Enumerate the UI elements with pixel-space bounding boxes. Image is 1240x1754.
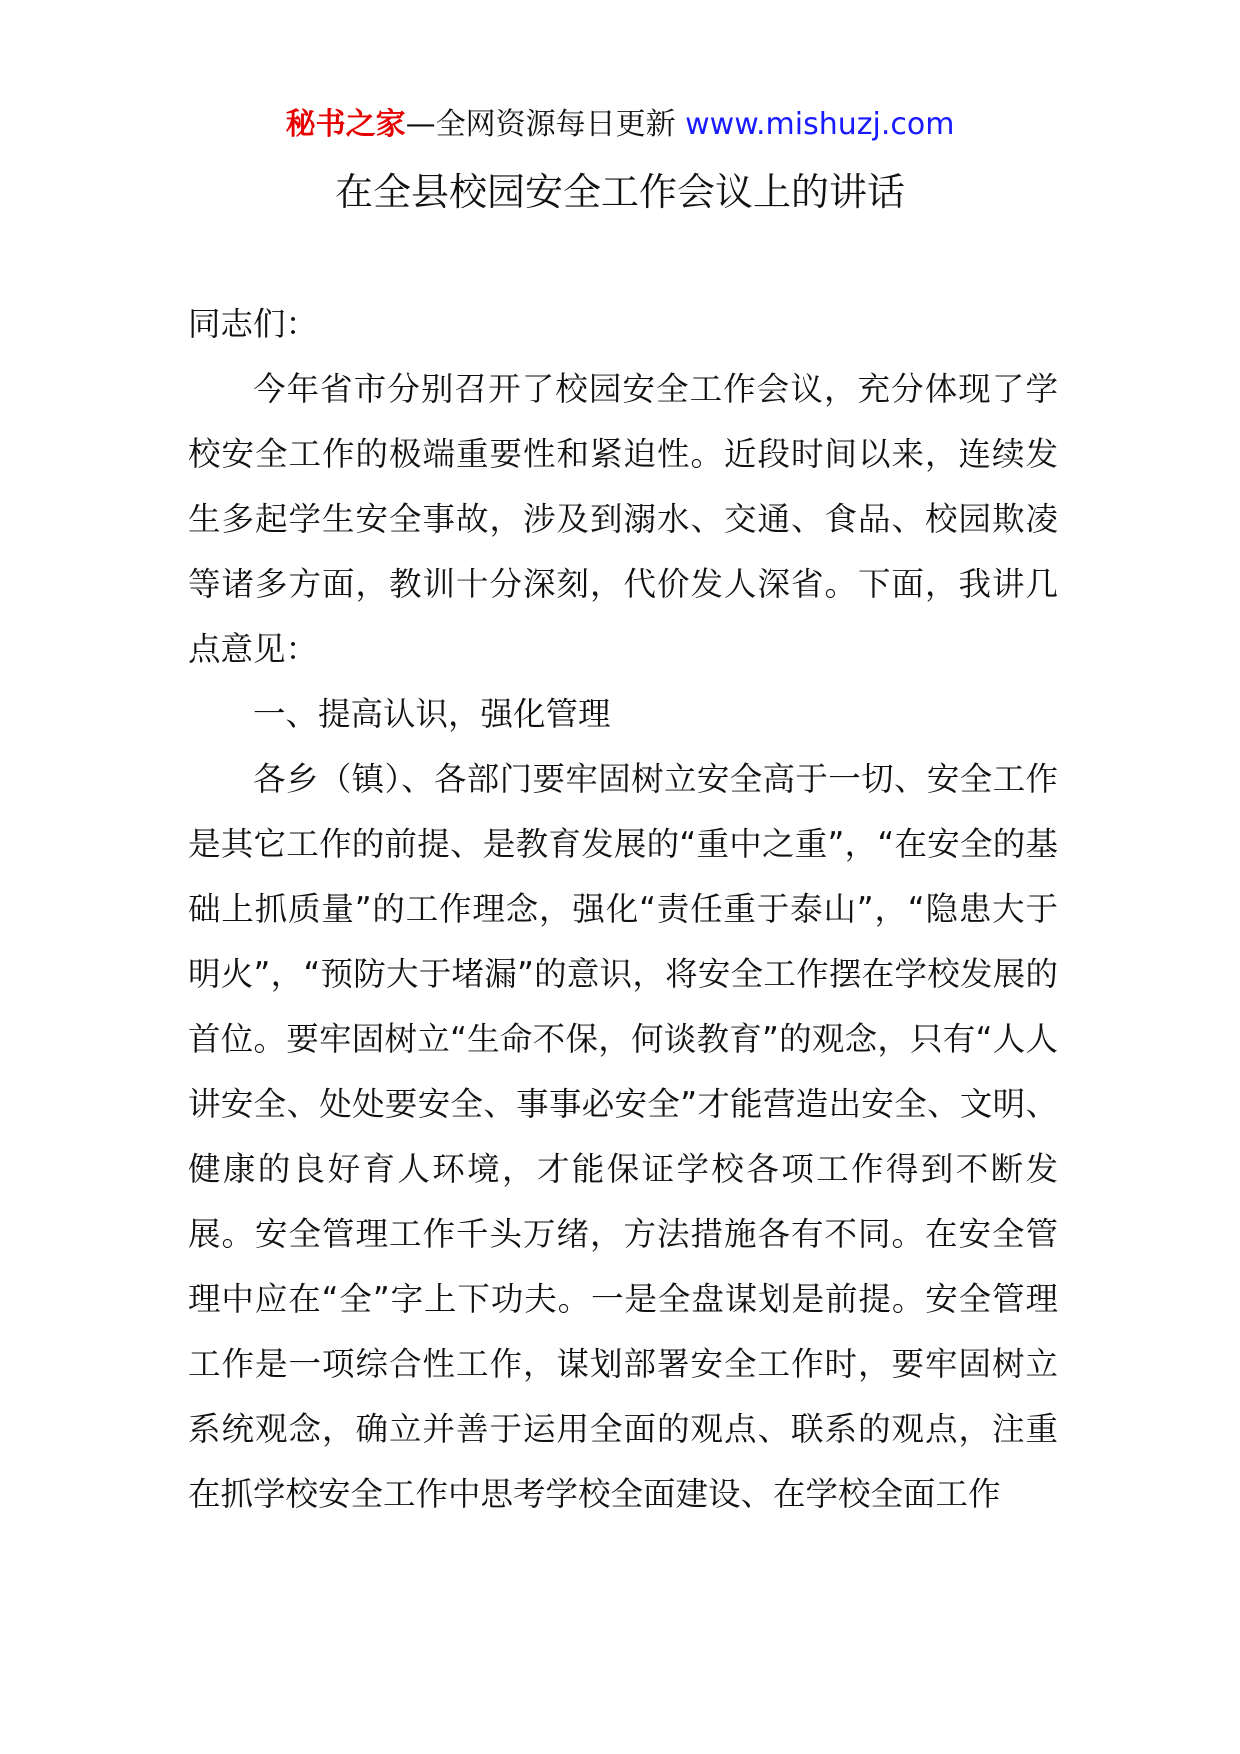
header-tagline: —全网资源每日更新: [405, 107, 686, 142]
body-paragraph: 今年省市分别召开了校园安全工作会议，充分体现了学校安全工作的极端重要性和紧迫性。近段时间以来，连续发生多起学生安全事故，涉及到溺水、交通、食品、校园欺凌等诸多方面，教训十分深刻，代价发人深省。下面，我讲几点意见：: [188, 370, 1058, 668]
brand-name: 秘书之家: [285, 107, 406, 142]
site-url-link[interactable]: www.mishuzj.com: [685, 107, 955, 142]
site-header-banner: [0, 98, 1240, 152]
body-paragraph: 各乡（镇）、各部门要牢固树立安全高于一切、安全工作是其它工作的前提、是教育发展的“重中之重”，“在安全的基础上抓质量”的工作理念，强化“责任重于泰山”，“隐患大于明火”，“预防大于堵漏”的意识，将安全工作摆在学校发展的首位。要牢固树立“生命不保，何谈教育”的观念，只有“人人讲安全、处处要安全、事事必安全”才能营造出安全、文明、健康的良好育人环境，才能保证学校各项工作得到不断发展。安全管理工作千头万绪，方法措施各有不同。在安全管理中应在“全”字上下功夫。一是全盘谋划是前提。安全管理工作是一项综合性工作，谋划部署安全工作时，要牢固树立系统观念，确立并善于运用全面的观点、联系的观点，注重在抓学校安全工作中思考学校全面建设、在学校全面工作: [188, 760, 1058, 1513]
salutation: 同志们：: [188, 305, 319, 343]
section-heading: 一、提高认识，强化管理: [253, 695, 611, 733]
document-body: [188, 292, 1058, 1527]
document-title: 在全县校园安全工作会议上的讲话: [334, 170, 905, 214]
